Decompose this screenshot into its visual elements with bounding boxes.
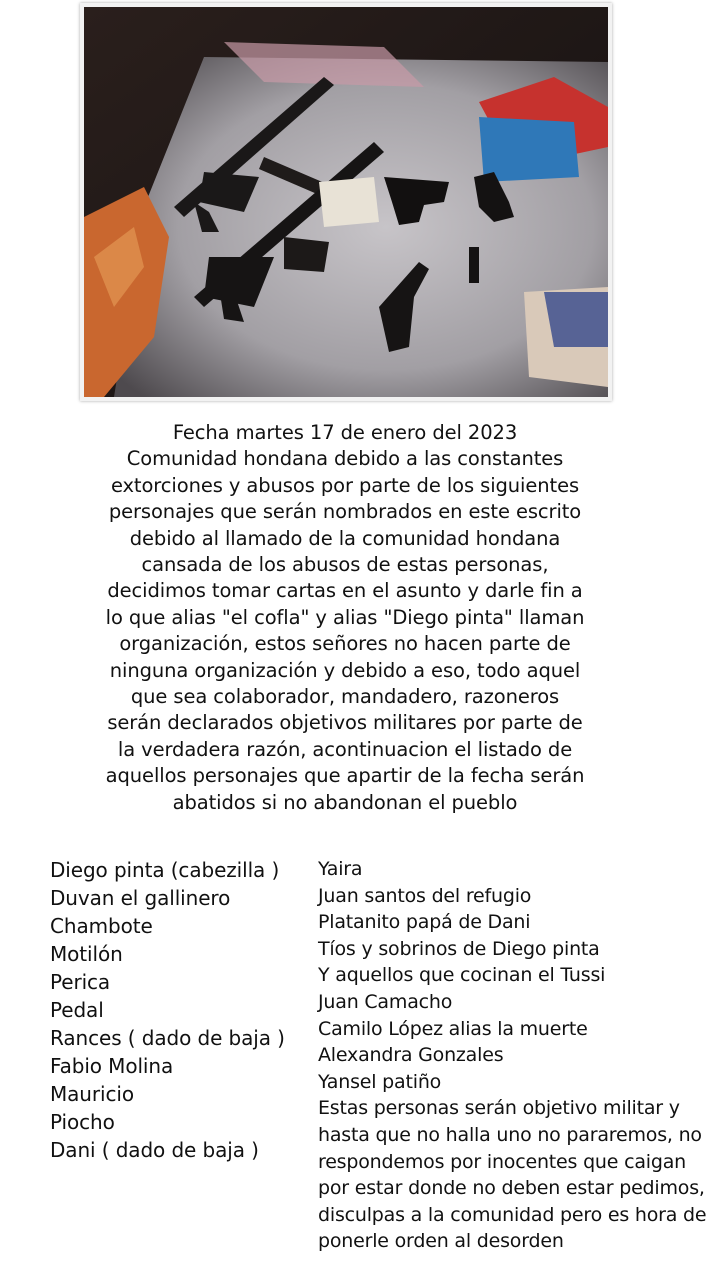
- list-item: Yansel patiño: [318, 1070, 442, 1093]
- statement-text: [95, 420, 595, 816]
- list-item: Motilón: [50, 942, 123, 966]
- statement-line: personajes que serán nombrados en este escrito: [108, 500, 582, 524]
- statement-line: debido al llamado de la comunidad hondana: [129, 526, 561, 550]
- statement-line: serán declarados objetivos militares por parte de: [107, 711, 583, 735]
- list-item: Pedal: [50, 998, 104, 1022]
- statement-line: decidimos tomar cartas en el asunto y darle fin a: [107, 579, 583, 603]
- list-item: Platanito papá de Dani: [318, 911, 531, 934]
- statement-line: la verdadera razón, acontinuacion el listado de: [117, 737, 573, 761]
- list-item: Camilo López alias la muerte: [318, 1017, 588, 1040]
- list-item: Alexandra Gonzales: [318, 1044, 504, 1067]
- list-item: Rances ( dado de baja ): [50, 1026, 285, 1050]
- statement-line: extorciones y abusos por parte de los siguientes: [110, 473, 580, 497]
- closing-text-line: hasta que no halla uno no pararemos, no: [318, 1123, 702, 1146]
- list-item: Chambote: [50, 914, 153, 938]
- statement-line: Fecha martes 17 de enero del 2023: [172, 421, 518, 444]
- list-item: Y aquellos que cocinan el Tussi: [318, 964, 606, 987]
- statement-line: lo que alias "el cofla" y alias "Diego pinta" llaman: [105, 605, 585, 629]
- list-item: Diego pinta (cabezilla ): [50, 858, 280, 882]
- closing-text-line: ponerle orden al desorden: [318, 1230, 564, 1253]
- statement-line: que sea colaborador, mandadero, razoneros: [130, 685, 560, 709]
- closing-text-line: disculpas a la comunidad pero es hora de: [318, 1203, 707, 1226]
- list-item: Duvan el gallinero: [50, 886, 231, 910]
- magazine-cover-shape: [544, 292, 608, 347]
- list-item: Mauricio: [50, 1082, 134, 1106]
- closing-text-line: respondemos por inocentes que caigan: [318, 1150, 687, 1173]
- photo-card-shape: [319, 177, 379, 227]
- list-item: Dani ( dado de baja ): [50, 1138, 259, 1162]
- names-list-left: [50, 856, 300, 1164]
- list-item: Tíos y sobrinos de Diego pinta: [318, 937, 600, 960]
- statement-line: abatidos si no abandonan el pueblo: [172, 790, 518, 814]
- list-item: Piocho: [50, 1110, 115, 1134]
- statement-line: cansada de los abusos de estas personas,: [141, 553, 549, 577]
- magazine-clip-shape: [469, 247, 479, 283]
- statement-line: organización, estos señores no hacen parte de: [119, 632, 571, 656]
- names-list-right: [318, 856, 713, 1255]
- list-item: Juan Camacho: [318, 990, 453, 1013]
- closing-text-line: por estar donde no deben estar pedimos,: [318, 1177, 705, 1200]
- closing-text-line: Estas personas serán objetivo militar y: [318, 1097, 680, 1120]
- list-item: Juan santos del refugio: [318, 884, 532, 907]
- statement-line: Comunidad hondana debido a las constantes: [126, 447, 564, 471]
- statement-line: aquellos personajes que apartir de la fecha serán: [105, 764, 585, 788]
- list-item: Yaira: [318, 858, 363, 880]
- list-item: Fabio Molina: [50, 1054, 174, 1078]
- list-item: Perica: [50, 970, 111, 994]
- photo-frame: [80, 3, 612, 401]
- weapons-photo: [84, 7, 608, 397]
- statement-line: ninguna organización y debido a eso, todo aquel: [109, 658, 581, 682]
